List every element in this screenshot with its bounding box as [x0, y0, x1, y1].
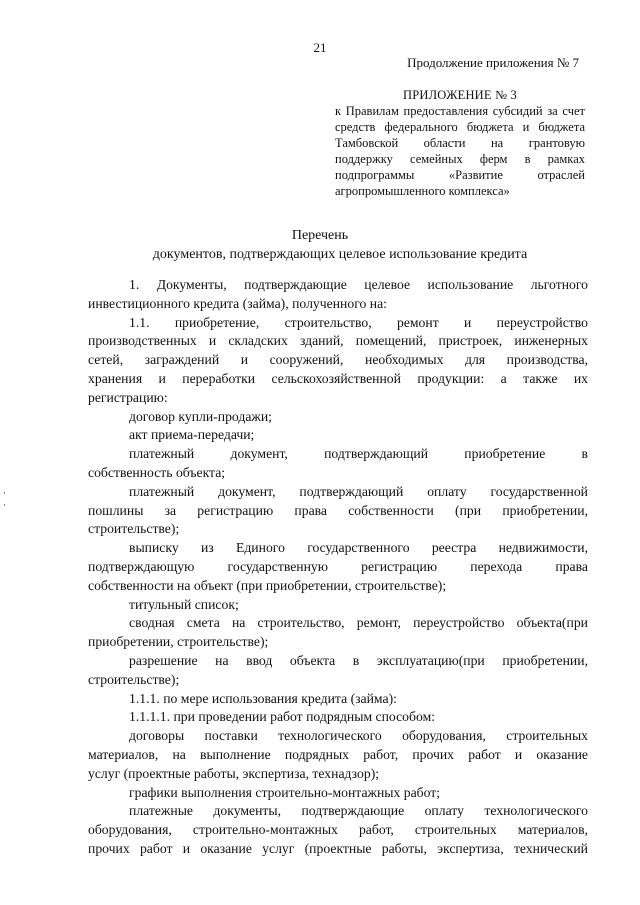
scan-mark	[4, 492, 5, 494]
body-line: подтверждающую государственную регистрацию перехода права	[88, 558, 588, 574]
body-line: строительстве);	[88, 671, 180, 687]
appendix-title: ПРИЛОЖЕНИЕ № 3	[403, 88, 517, 102]
body-line: прочих работ и оказание услуг (проектные работы, экспертиза, технический	[88, 840, 588, 856]
body-line: собственность объекта;	[88, 464, 226, 480]
body-line: договор купли-продажи;	[129, 408, 272, 424]
body-line: 1.1. приобретение, строительство, ремонт и переустройство	[129, 314, 588, 330]
continuation-note: Продолжение приложения № 7	[407, 55, 579, 70]
body-line: строительстве);	[88, 521, 180, 537]
appendix-line: средств федерального бюджета и бюджета	[335, 120, 585, 134]
body-line: сетей, заграждений и сооружений, необходимых для производства,	[88, 352, 588, 368]
body-line: сводная смета на строительство, ремонт, переустройство объекта(при	[129, 615, 588, 631]
document-title: Перечень	[291, 228, 349, 243]
body-line: инвестиционного кредита (займа), полученного на:	[88, 295, 387, 311]
body-line: разрешение на ввод объекта в эксплуатацию(при приобретении,	[129, 652, 588, 668]
page-number: 21	[313, 40, 327, 55]
body-line: 1.1.1.1. при проведении работ подрядным способом:	[129, 709, 436, 725]
body-line: 1. Документы, подтверждающие целевое использование льготного	[129, 277, 588, 292]
body-line: 1.1.1. по мере использования кредита (займа):	[129, 690, 397, 706]
appendix-text	[335, 103, 585, 199]
body-line: приобретении, строительстве);	[88, 634, 269, 650]
body-line: акт приема-передачи;	[129, 427, 255, 443]
body-line: договоры поставки технологического оборудования, строительных	[129, 728, 588, 744]
body-line: материалов, на выполнение подрядных работ, прочих работ и оказание	[88, 746, 588, 762]
body-line: регистрацию:	[88, 389, 168, 405]
appendix-line: Тамбовской области на грантовую	[335, 136, 585, 150]
document-subtitle: документов, подтверждающих целевое использование кредита	[152, 247, 528, 262]
scan-mark	[4, 504, 5, 506]
body-line: хранения и переработки сельскохозяйственной продукции: а также их	[88, 370, 588, 386]
body-line: титульный список;	[129, 596, 239, 612]
body-line: собственности на объект (при приобретении, строительстве);	[88, 577, 447, 593]
body-line: платежный документ, подтверждающий приобретение в	[129, 446, 588, 462]
appendix-line: к Правилам предоставления субсидий за счет	[335, 104, 585, 118]
appendix-block	[335, 87, 585, 199]
body-line: выписку из Единого государственного реестра недвижимости,	[129, 540, 588, 556]
body-line: производственных и складских зданий, помещений, пристроек, инженерных	[88, 333, 588, 349]
body-line: графики выполнения строительно-монтажных работ;	[129, 784, 441, 800]
document-body	[88, 276, 588, 859]
appendix-line: агропромышленного комплекса»	[335, 184, 510, 198]
body-line: услуг (проектные работы, экспертиза, технадзор);	[88, 765, 380, 781]
body-line: платежный документ, подтверждающий оплату государственной	[129, 483, 588, 499]
body-line: платежные документы, подтверждающие оплату технологического	[129, 803, 588, 819]
body-line: пошлины за регистрацию права собственности (при приобретении,	[88, 502, 588, 518]
body-line: оборудования, строительно-монтажных работ, строительных материалов,	[88, 822, 588, 838]
appendix-line: поддержку семейных ферм в рамках	[335, 152, 585, 166]
appendix-line: подпрограммы «Развитие отраслей	[335, 168, 585, 182]
